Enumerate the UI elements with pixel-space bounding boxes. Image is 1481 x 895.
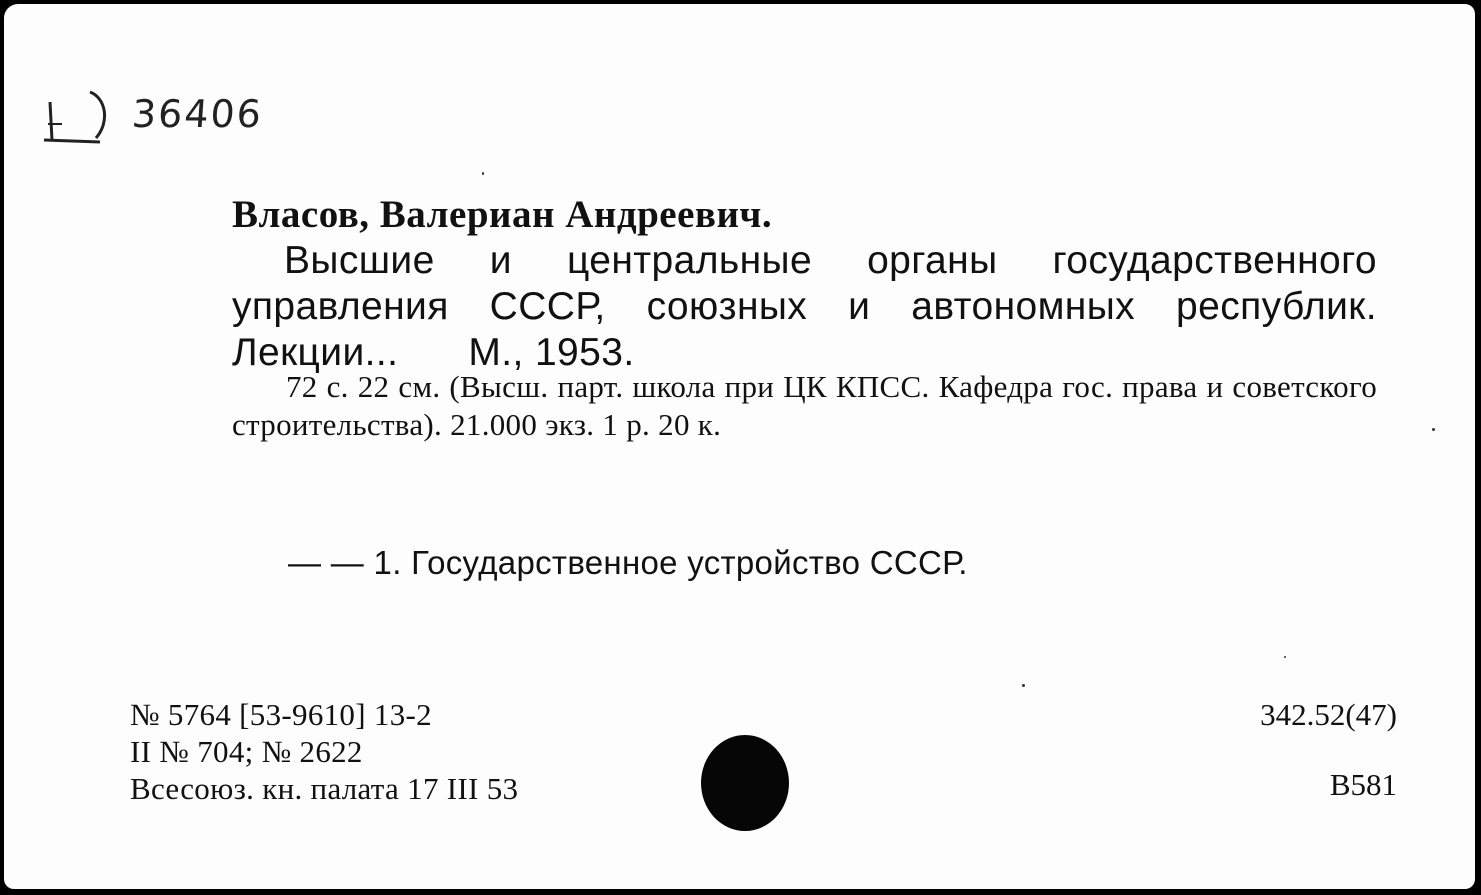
registration-line-3: Всесоюз. кн. палата 17 III 53 bbox=[130, 771, 519, 806]
registration-line-2: II № 704; № 2622 bbox=[130, 734, 363, 769]
cutter-number: В581 bbox=[1329, 767, 1397, 802]
dust-speck bbox=[1284, 656, 1286, 658]
classification-info bbox=[1260, 696, 1397, 803]
author-heading: Власов, Валериан Андреевич. bbox=[232, 193, 773, 236]
catalog-card bbox=[4, 4, 1475, 889]
classification-number: 342.52(47) bbox=[1260, 697, 1397, 732]
handwritten-mark-icon bbox=[40, 82, 120, 152]
punch-hole bbox=[701, 735, 789, 831]
registration-line-1: № 5764 [53-9610] 13-2 bbox=[130, 697, 432, 732]
registration-info bbox=[130, 696, 518, 807]
book-title: Высшие и центральные органы государственного управления СССР, союзных и автономных республик. Лекции... bbox=[232, 239, 1377, 374]
dust-speck bbox=[1432, 428, 1435, 431]
title-block bbox=[232, 238, 1377, 376]
collation: 72 с. 22 см. (Высш. парт. школа при ЦК КПСС. Кафедра гос. права и советского строительства). 21.000 экз. 1 р. 20 к. bbox=[232, 369, 1377, 442]
dust-speck bbox=[1022, 684, 1025, 687]
subject-heading: — — 1. Государственное устройство СССР. bbox=[288, 544, 968, 581]
publication-info: М., 1953. bbox=[468, 331, 635, 374]
call-number: 36406 bbox=[130, 92, 265, 136]
dust-speck bbox=[482, 172, 484, 175]
